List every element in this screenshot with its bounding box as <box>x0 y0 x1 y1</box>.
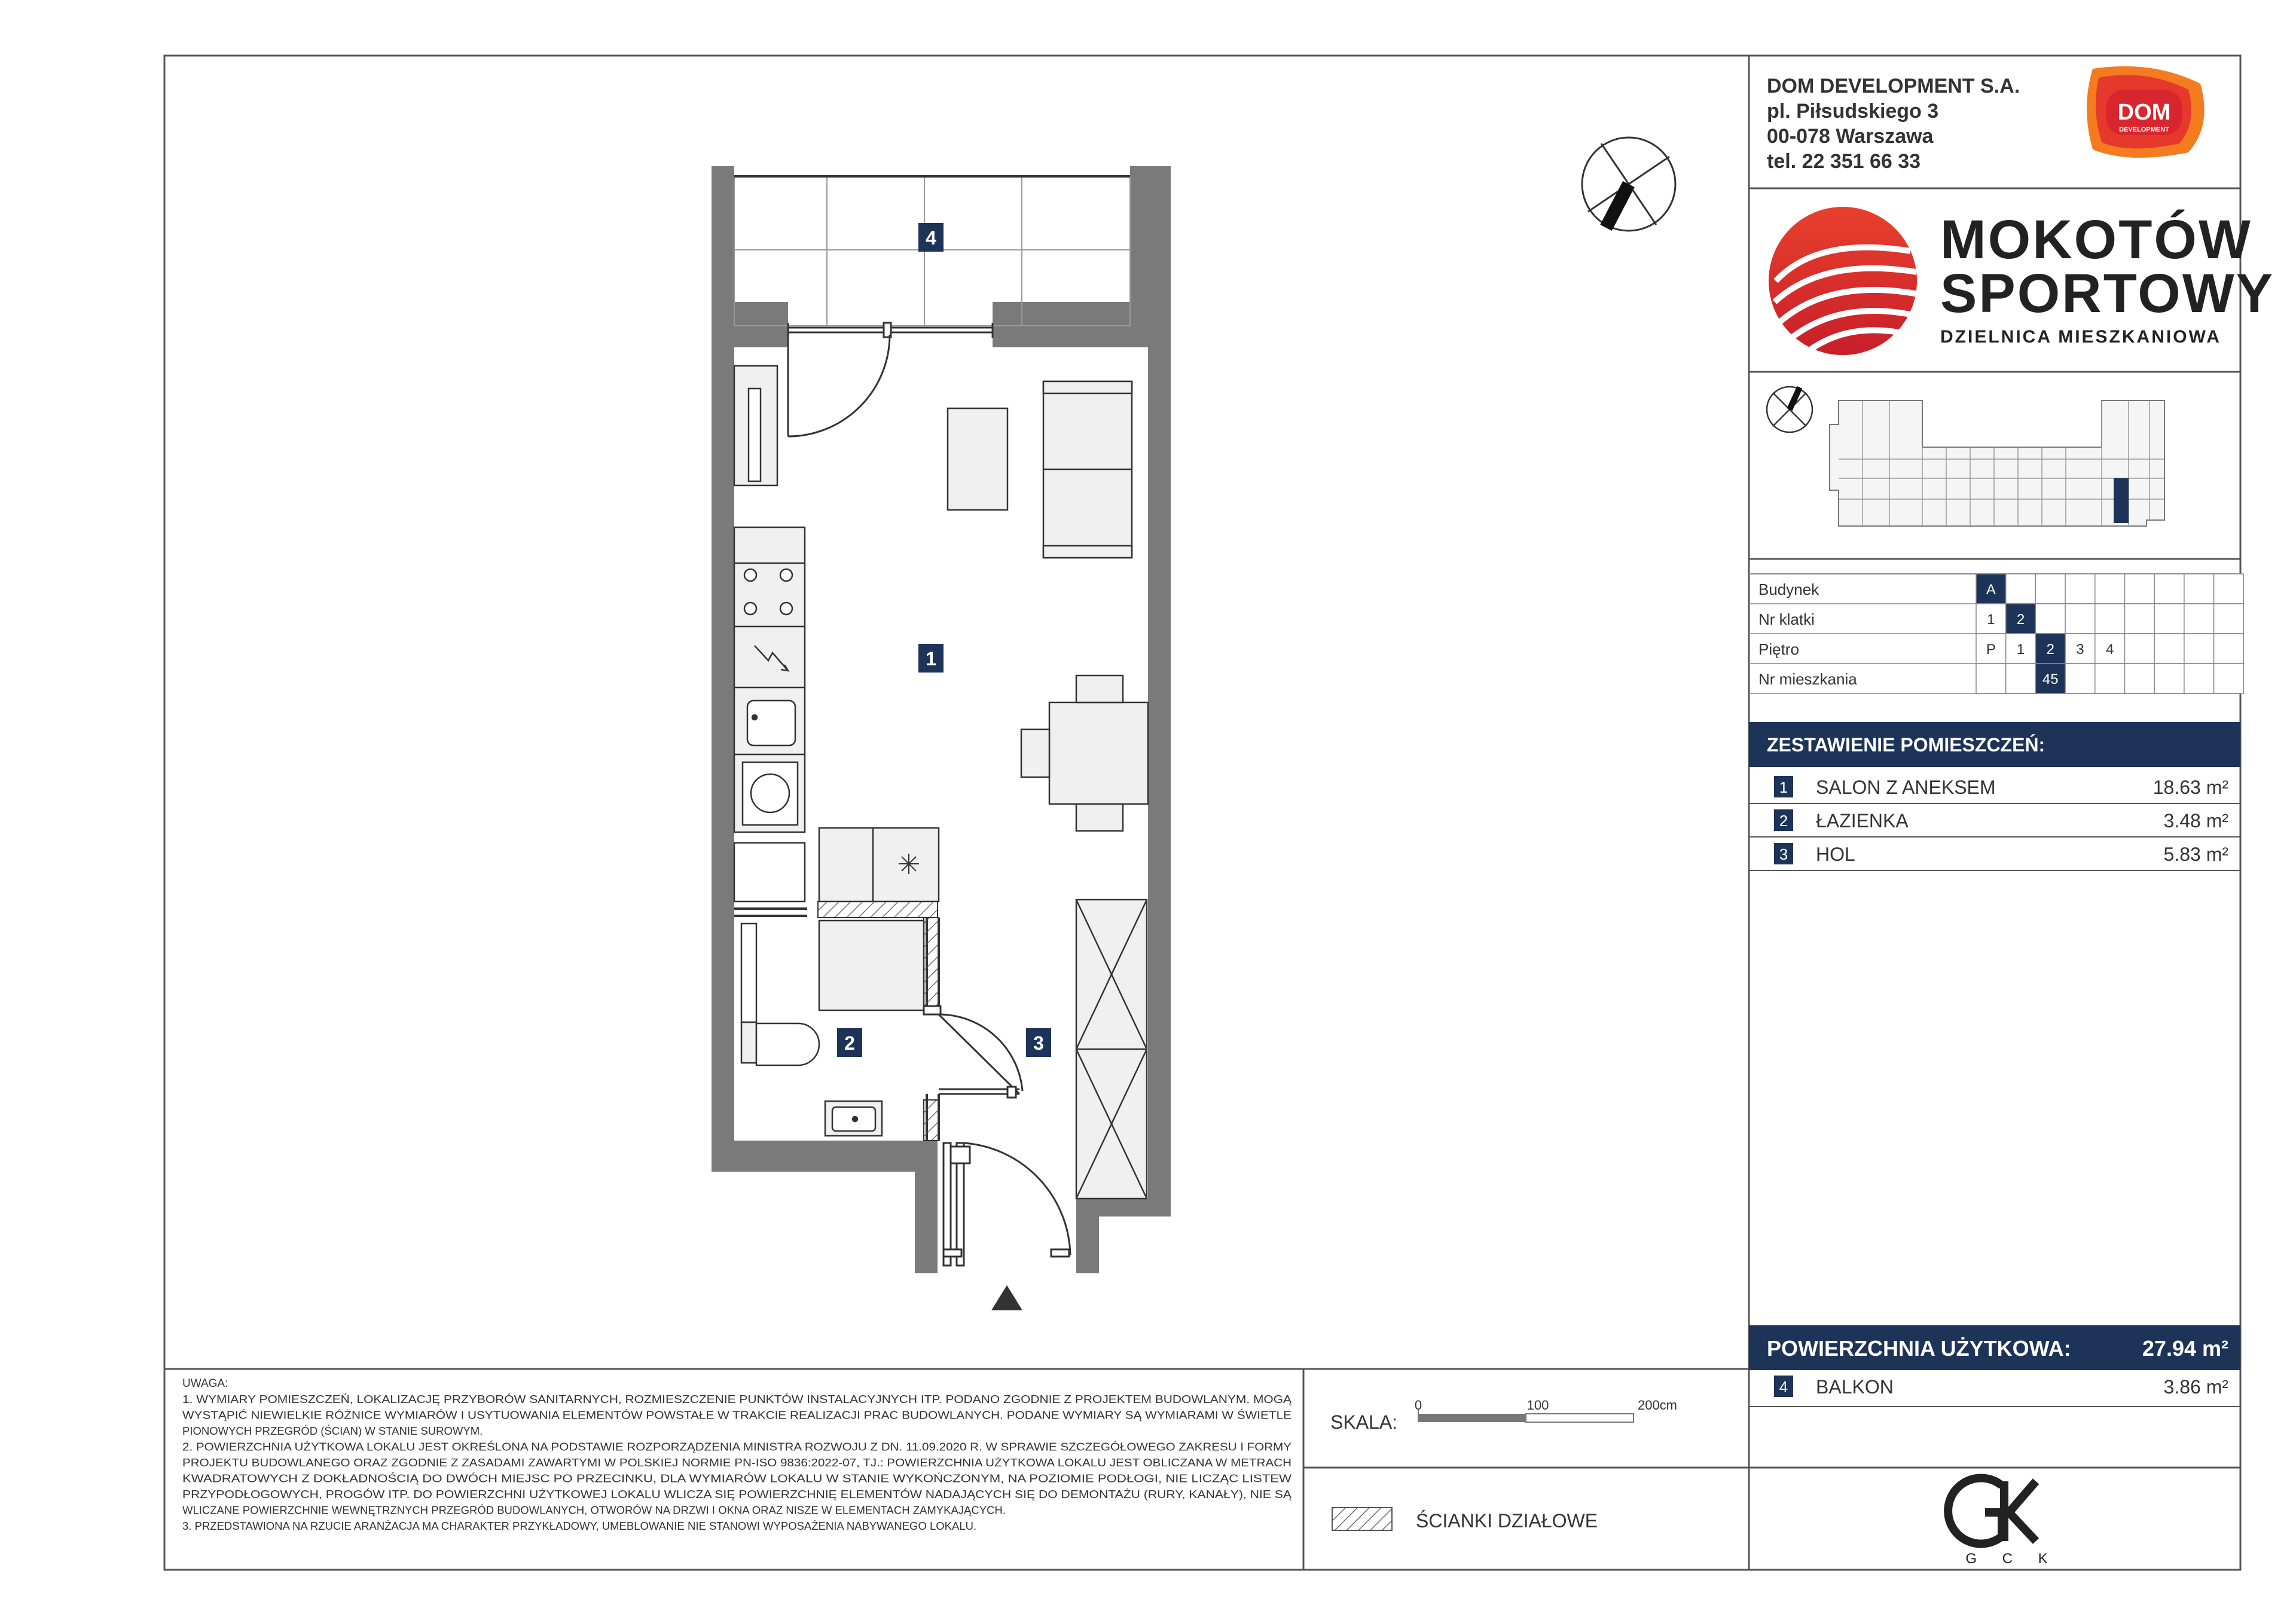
company-street: pl. Piłsudskiego 3 <box>1767 100 1939 123</box>
room-num: 3 <box>1779 845 1788 863</box>
room-num: 1 <box>1779 778 1788 796</box>
compass-icon <box>1582 137 1675 231</box>
location-row-label: Nr mieszkania <box>1758 670 1857 688</box>
key-plan-compass-icon <box>1767 387 1812 432</box>
key-plan-highlight <box>2114 478 2129 523</box>
location-cell <box>2125 604 2155 634</box>
room-area: 18.63 m² <box>2152 777 2228 798</box>
location-cell <box>2184 574 2214 604</box>
balcony-row <box>1749 1376 2240 1407</box>
location-cell-value: 1 <box>1987 612 1995 628</box>
room-num: 2 <box>1779 812 1788 830</box>
balcony-num: 4 <box>1779 1378 1788 1396</box>
gck-letters: G C K <box>1965 1551 2059 1567</box>
floor-plan <box>712 137 1675 1310</box>
location-cell <box>2214 604 2244 634</box>
note-line: 3. PRZEDSTAWIONA NA RZUCIE ARANŻACJA MA CHARAKTER PRZYKŁADOWY, UMEBLOWANIE NIE STANOWI WYPOSAŻENIA NABYWANEGO LOKALU. <box>182 1520 977 1532</box>
company-block <box>1767 66 2205 173</box>
location-row-label: Piętro <box>1758 640 1799 658</box>
company-city: 00-078 Warszawa <box>1767 125 1934 148</box>
balcony-name: BALKON <box>1816 1376 1894 1398</box>
note-line: PRZYPODŁOGOWYCH, PROGÓW ITP. DO POWIERZCHNI UŻYTKOWEJ LOKALU WLICZA SIĘ POWIERZCHNIĘ ELEMENTÓW NADAJĄCYCH SIĘ DO DEMONTAŻU (RURY, KANAŁY), NIE SĄ <box>182 1488 1292 1500</box>
rooms-rows <box>1749 776 2240 870</box>
kitchen <box>734 366 939 901</box>
room-name: SALON Z ANEKSEM <box>1816 777 1996 798</box>
note-line: WLICZANE POWIERZCHNIE WEWNĘTRZNYCH PRZEGRÓD BUDOWLANYCH, OTWORÓW NA DRZWI I OKNA ORAZ NISZE W ELEMENTACH ZAMYKAJĄCYCH. <box>182 1503 1006 1517</box>
note-line: 2. POWIERZCHNIA UŻYTKOWA LOKALU JEST OKREŚLONA NA PODSTAWIE ROZPORZĄDZENIA MINISTRA ROZWOJU Z DN. 11.09.2020 R. W SPRAWIE SZCZEGÓŁOWEGO ZAKRESU I FORMY <box>182 1440 1292 1453</box>
location-row-label: Budynek <box>1758 580 1819 598</box>
dom-development-logo <box>2087 66 2205 158</box>
usable-area-bar <box>1749 1325 2240 1370</box>
room-area: 3.48 m² <box>2163 810 2228 832</box>
location-cell <box>2154 634 2184 664</box>
room-name: HOL <box>1816 843 1855 865</box>
location-cell <box>2184 604 2214 634</box>
location-cell <box>2214 634 2244 664</box>
location-cell <box>2125 574 2155 604</box>
location-cell <box>2125 634 2155 664</box>
scale-tick-200: 200cm <box>1637 1398 1678 1413</box>
room-badge-2: 2 <box>844 1032 855 1054</box>
location-row-label: Nr klatki <box>1758 610 1815 628</box>
location-cell <box>2065 604 2095 634</box>
location-cell <box>2065 574 2095 604</box>
note-line: PROJEKTU BUDOWLANEGO ORAZ ZGODNIE Z ZASADAMI ZAWARTYMI W POLSKIEJ NORMIE PN-ISO 9836:2022-07, TJ.: POWIERZCHNIA UŻYTKOWA LOKALU JEST OBLICZANA W METRACH <box>182 1456 1292 1469</box>
company-phone: tel. 22 351 66 33 <box>1767 150 1921 173</box>
location-cell-value: A <box>1986 582 1996 598</box>
location-cell <box>2154 604 2184 634</box>
location-cell <box>2125 664 2155 693</box>
usable-area-value: 27.94 m² <box>2142 1336 2228 1361</box>
location-cell <box>2006 574 2036 604</box>
location-cell <box>2095 574 2125 604</box>
scale-tick-0: 0 <box>1414 1398 1422 1413</box>
note-line: KWADRATOWYCH Z DOKŁADNOŚCIĄ DO DWÓCH MIEJSC PO PRZECINKU, DLA WYMIARÓW LOKALU W STANIE WYKOŃCZONYM, NA POZIOMIE PODŁOGI, NIE LICZĄC LISTEW <box>182 1472 1292 1485</box>
dom-logo-subtext: DEVELOPMENT <box>2119 126 2169 133</box>
location-cell <box>1976 664 2006 693</box>
mokotow-sportowy-logo <box>1769 207 2274 355</box>
hatch-swatch <box>1332 1508 1392 1530</box>
entry-door <box>944 1143 1070 1266</box>
location-cell-value: 3 <box>2076 641 2084 658</box>
dom-logo-text: DOM <box>2117 100 2171 125</box>
location-cell <box>2065 664 2095 693</box>
bathroom-fixtures <box>741 921 924 1136</box>
notes-title: UWAGA: <box>182 1377 228 1390</box>
notes-lines <box>182 1393 1292 1532</box>
location-cell-value: 45 <box>2042 671 2059 687</box>
location-cell <box>2095 604 2125 634</box>
scale-block <box>1330 1398 1677 1433</box>
room-name: ŁAZIENKA <box>1816 810 1909 832</box>
location-cell <box>2214 664 2244 693</box>
usable-area-label: POWIERZCHNIA UŻYTKOWA: <box>1767 1336 2071 1361</box>
room-area: 5.83 m² <box>2163 843 2228 865</box>
scale-label: SKALA: <box>1330 1411 1398 1433</box>
location-cell <box>2154 664 2184 693</box>
scale-tick-100: 100 <box>1526 1398 1549 1413</box>
room-badge-3: 3 <box>1033 1032 1044 1054</box>
legend-partition-label: ŚCIANKI DZIAŁOWE <box>1416 1510 1598 1532</box>
key-plan <box>1767 387 2164 526</box>
location-cell <box>2035 574 2065 604</box>
location-cell <box>2184 664 2214 693</box>
project-name-line2: SPORTOWY <box>1940 263 2275 324</box>
room-badge-1: 1 <box>926 648 936 670</box>
project-tagline: DZIELNICA MIESZKANIOWA <box>1940 327 2221 347</box>
location-cell <box>2006 664 2036 693</box>
note-line: WYSTĄPIĆ NIEWIELKIE RÓŻNICE WYMIARÓW I USYTUOWANIA ELEMENTÓW POWSTAŁE W TRAKCIE REALIZACJI PRAC BUDOWLANYCH. PODANE WYMIARY SĄ WYMIARAMI W ŚWIETLE <box>182 1408 1292 1422</box>
location-cell <box>2184 634 2214 664</box>
location-cell <box>2095 664 2125 693</box>
location-cell <box>2214 574 2244 604</box>
location-table <box>1749 574 2243 693</box>
balcony-area: 3.86 m² <box>2163 1376 2228 1398</box>
living-furniture <box>948 381 1148 1199</box>
entrance-arrow <box>991 1285 1022 1310</box>
gck-architect-logo <box>1948 1478 2059 1567</box>
note-line: PIONOWYCH PRZEGRÓD (ŚCIAN) W STANIE SUROWYM. <box>182 1425 483 1437</box>
legend-block <box>1332 1508 1598 1532</box>
notes-block <box>182 1377 1292 1532</box>
location-cell-value: 2 <box>2046 641 2054 658</box>
room-badge-4: 4 <box>926 227 936 249</box>
bathroom-door <box>924 1006 1022 1098</box>
location-cell-value: 4 <box>2105 641 2114 658</box>
location-cell-value: P <box>1986 641 1996 658</box>
company-name: DOM DEVELOPMENT S.A. <box>1767 75 2020 97</box>
location-cell <box>2154 574 2184 604</box>
location-cell-value: 2 <box>2016 612 2025 628</box>
rooms-heading: ZESTAWIENIE POMIESZCZEŃ: <box>1767 734 2045 756</box>
location-cell <box>2035 604 2065 634</box>
project-name-line1: MOKOTÓW <box>1940 209 2252 270</box>
location-cell-value: 1 <box>2016 641 2025 658</box>
note-line: 1. WYMIARY POMIESZCZEŃ, LOKALIZACJĘ PRZYBORÓW SANITARNYCH, ROZMIESZCZENIE PUNKTÓW INSTALACYJNYCH ITP. PODANO ZGODNIE Z PROJEKTEM BUDOWLANYM. MOGĄ <box>182 1393 1292 1405</box>
rooms-table <box>1749 722 2240 870</box>
